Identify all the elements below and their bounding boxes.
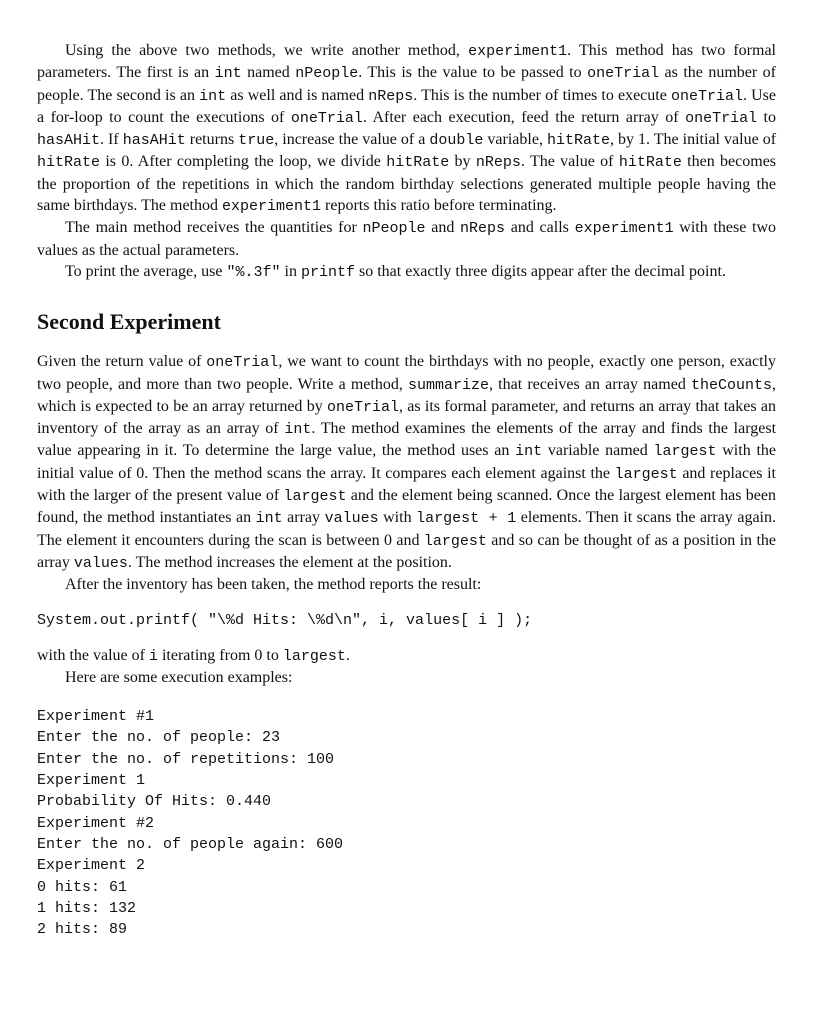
inline-code: nReps	[475, 154, 521, 172]
inline-code: summarize	[408, 376, 490, 394]
text-run: then becomes the proportion of the repetitions in which the random birthday selections generated multiple people having the same birthdays. The method	[37, 153, 777, 215]
inline-code: nReps	[460, 220, 506, 238]
text-run: with	[378, 509, 417, 527]
transcript-line: Enter the no. of people: 23	[37, 729, 281, 747]
execution-transcript	[37, 706, 776, 940]
text-run: elements. Then it scans the array again. The element it encounters during the scan is between 0 and	[37, 509, 776, 549]
intro-section	[37, 40, 776, 283]
text-run: iterating from 0 to	[157, 646, 283, 664]
text-run: and	[425, 219, 461, 237]
inline-code: experiment1	[222, 198, 322, 216]
text-run: returns	[185, 131, 239, 149]
text-run: and replaces it with the larger of the present value of	[37, 464, 777, 505]
text-run: The main method receives the quantities for	[65, 219, 363, 237]
inline-code: nReps	[368, 87, 414, 105]
text-run: Given the return value of	[37, 353, 207, 371]
inline-code: largest	[614, 465, 678, 483]
transcript-line: Probability Of Hits: 0.440	[37, 793, 272, 811]
second-experiment-section	[37, 351, 776, 595]
text-run: in	[280, 262, 301, 280]
text-run: Here are some execution examples:	[65, 668, 293, 686]
text-run: reports this ratio before terminating.	[321, 197, 557, 215]
transcript-line: Enter the no. of repetitions: 100	[37, 750, 335, 768]
inline-code: largest	[283, 488, 347, 506]
transcript-line: 1 hits: 132	[37, 899, 137, 917]
text-run: . Use a for-loop to count the executions of	[37, 86, 776, 126]
inline-code: largest	[423, 532, 487, 550]
transcript-line: Experiment 1	[37, 772, 146, 790]
text-run: , increase the value of a	[274, 131, 430, 149]
text-run: named	[241, 64, 296, 82]
inline-code: largest	[282, 647, 346, 665]
text-run: .	[345, 646, 350, 664]
inline-code: hitRate	[546, 132, 610, 150]
text-run: After the inventory has been taken, the method reports the result:	[65, 576, 482, 594]
inline-code: hasAHit	[37, 132, 101, 150]
text-run: and so can be thought of as a position in the array	[37, 531, 776, 571]
text-run: so that exactly three digits appear after the decimal point.	[354, 262, 726, 280]
text-run: Using the above two methods, we write another method,	[65, 42, 469, 59]
inline-code: experiment1	[468, 43, 568, 60]
text-run: , by 1. The initial value of	[610, 131, 777, 149]
paragraph-report-result	[37, 574, 776, 595]
text-run: variable,	[483, 131, 547, 149]
inline-code: nPeople	[295, 65, 359, 83]
transcript-line: Experiment #1	[37, 708, 155, 726]
transcript-line: 0 hits: 61	[37, 878, 128, 896]
text-run: array	[282, 509, 325, 527]
inline-code: hitRate	[386, 154, 450, 172]
paragraph-main-method	[37, 217, 776, 261]
paragraph-examples-intro	[37, 667, 776, 688]
paragraph-summarize	[37, 351, 776, 574]
paragraph-iteration	[37, 645, 776, 667]
text-run: variable named	[542, 442, 654, 460]
text-run: is 0. After completing the loop, we divide	[100, 153, 387, 171]
inline-code: oneTrial	[206, 354, 279, 372]
inline-code: oneTrial	[587, 65, 660, 83]
inline-code: hitRate	[618, 154, 682, 172]
inline-code: int	[199, 87, 227, 105]
transcript-line: 2 hits: 89	[37, 921, 128, 939]
text-run: with the value of	[37, 646, 149, 664]
text-run: to	[757, 108, 777, 126]
inline-code: oneTrial	[670, 87, 743, 105]
inline-code: int	[255, 510, 283, 528]
text-run: as well and is named	[226, 86, 369, 104]
inline-code: experiment1	[574, 220, 674, 238]
text-run: with these two values as the actual parameters.	[37, 219, 776, 259]
text-run: , which is expected to be an array returned by	[37, 375, 776, 415]
inline-code: printf	[300, 263, 355, 281]
text-run: To print the average, use	[65, 262, 227, 280]
printf-code-line: System.out.printf( "\%d Hits: \%d\n", i, values[ i ] );	[37, 611, 533, 629]
inline-code: largest + 1	[416, 510, 517, 528]
text-run: and calls	[505, 219, 575, 237]
inline-code: int	[284, 421, 312, 439]
inline-code: int	[515, 443, 543, 461]
inline-code: hasAHit	[122, 132, 186, 150]
text-run: . This method has two formal parameters. The first is an	[37, 42, 776, 82]
text-run: by	[449, 153, 476, 171]
text-run: as the number of people. The second is an	[37, 64, 777, 104]
text-run: . This is the value to be passed to	[358, 64, 588, 82]
inline-code: true	[238, 132, 275, 150]
section-heading: Second Experiment	[37, 309, 221, 335]
text-run: . This is the number of times to execute	[413, 86, 671, 104]
inline-code: oneTrial	[685, 109, 758, 127]
text-run: . The method examines the elements of the array and finds the largest value appearing in it. To determine the large value, the method uses an	[37, 420, 777, 460]
paragraph-experiment1	[37, 40, 776, 217]
text-run: . The value of	[520, 153, 619, 171]
inline-code: "%.3f"	[226, 263, 281, 281]
text-run: , as its formal parameter, and returns an array that takes an inventory of the array as an array of	[37, 397, 777, 438]
text-run: . If	[100, 131, 123, 149]
inline-code: hitRate	[37, 154, 101, 172]
paragraph-print-average	[37, 261, 776, 283]
inline-code: nPeople	[362, 220, 426, 238]
text-run: with the initial value of 0. Then the method scans the array. It compares each element against the	[37, 442, 776, 482]
text-run: . After each execution, feed the return array of	[362, 108, 686, 126]
inline-code: i	[148, 647, 158, 665]
document-page	[37, 40, 776, 940]
text-run: and the element being scanned. Once the largest element has been found, the method instantiates an	[37, 487, 777, 527]
inline-code: int	[214, 65, 242, 83]
inline-code: double	[429, 132, 484, 150]
text-run: . The method increases the element at the position.	[127, 553, 452, 571]
inline-code: oneTrial	[327, 398, 400, 416]
inline-code: theCounts	[690, 376, 772, 394]
inline-code: oneTrial	[290, 109, 363, 127]
transcript-line: Experiment #2	[37, 814, 155, 832]
inline-code: largest	[653, 443, 717, 461]
text-run: , that receives an array named	[489, 375, 691, 393]
transcript-line: Enter the no. of people again: 600	[37, 835, 344, 853]
inline-code: values	[324, 510, 379, 528]
transcript-line: Experiment 2	[37, 857, 146, 875]
text-run: , we want to count the birthdays with no people, exactly one person, exactly two people, and more than two people. Write a method,	[37, 353, 776, 393]
inline-code: values	[73, 554, 128, 572]
